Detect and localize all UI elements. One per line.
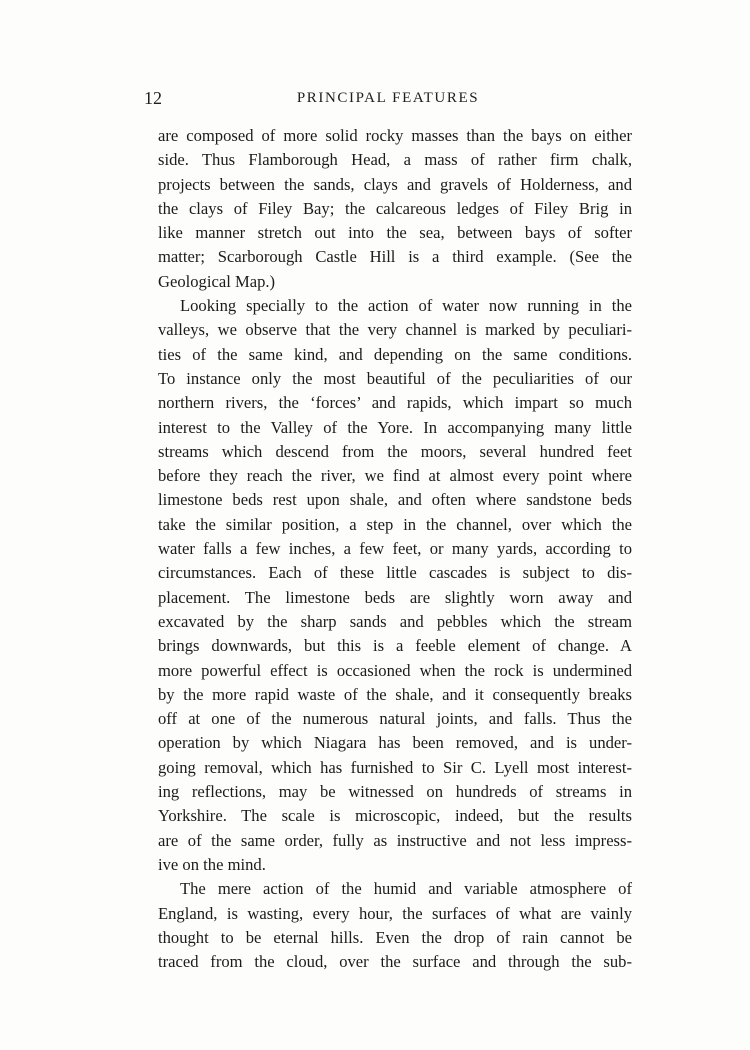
text-line: England, is wasting, every hour, the surfaces of what are vainly bbox=[158, 903, 632, 923]
text-line: limestone beds rest upon shale, and often where sandstone beds bbox=[158, 490, 632, 510]
text-line: operation by which Niagara has been removed, and is under- bbox=[158, 733, 632, 753]
text-line: side. Thus Flamborough Head, a mass of rather firm chalk, bbox=[158, 150, 632, 170]
text-line: Yorkshire. The scale is microscopic, indeed, but the results bbox=[158, 806, 632, 826]
text-line: more powerful effect is occasioned when the rock is undermined bbox=[158, 660, 632, 680]
text-line: take the similar position, a step in the channel, over which the bbox=[158, 514, 632, 534]
text-line: interest to the Valley of the Yore. In accompanying many little bbox=[158, 417, 632, 437]
text-line: valleys, we observe that the very channel is marked by peculiari- bbox=[158, 320, 632, 340]
text-line: are of the same order, fully as instructive and not less impress- bbox=[158, 830, 632, 850]
text-line: traced from the cloud, over the surface and through the sub- bbox=[158, 952, 632, 972]
text-line: matter; Scarborough Castle Hill is a third example. (See the bbox=[158, 247, 632, 267]
running-title: PRINCIPAL FEATURES bbox=[296, 90, 480, 106]
page-number: 12 bbox=[144, 88, 162, 108]
text-line: by the more rapid waste of the shale, and it consequently breaks bbox=[158, 684, 632, 704]
text-line: streams which descend from the moors, several hundred feet bbox=[158, 441, 632, 461]
text-line: off at one of the numerous natural joints, and falls. Thus the bbox=[158, 709, 632, 729]
text-line: are composed of more solid rocky masses than the bays on either bbox=[158, 126, 632, 145]
body-text bbox=[158, 124, 632, 974]
text-line: going removal, which has furnished to Sir C. Lyell most interest- bbox=[158, 757, 632, 777]
text-line: brings downwards, but this is a feeble element of change. A bbox=[158, 636, 632, 656]
text-line: northern rivers, the ‘forces’ and rapids, which impart so much bbox=[158, 393, 632, 413]
text-line: like manner stretch out into the sea, between bays of softer bbox=[158, 223, 632, 243]
text-line: projects between the sands, clays and gravels of Holderness, and bbox=[158, 174, 632, 194]
text-line: the clays of Filey Bay; the calcareous ledges of Filey Brig in bbox=[158, 198, 632, 218]
paragraph-start-line: Looking specially to the action of water now running in the bbox=[180, 296, 632, 316]
text-line: circumstances. Each of these little cascades is subject to dis- bbox=[158, 563, 632, 583]
text-line: ing reflections, may be witnessed on hundreds of streams in bbox=[158, 782, 632, 802]
paragraph-start-line: The mere action of the humid and variable atmosphere of bbox=[180, 879, 632, 899]
text-line: ive on the mind. bbox=[158, 854, 266, 874]
text-line: Geological Map.) bbox=[158, 271, 276, 291]
text-line: ties of the same kind, and depending on the same conditions. bbox=[158, 344, 632, 364]
text-line: before they reach the river, we find at almost every point where bbox=[158, 466, 632, 486]
text-line: placement. The limestone beds are slightly worn away and bbox=[158, 587, 632, 607]
text-line: excavated by the sharp sands and pebbles which the stream bbox=[158, 611, 632, 631]
text-line: To instance only the most beautiful of the peculiarities of our bbox=[158, 368, 632, 388]
text-line: thought to be eternal hills. Even the drop of rain cannot be bbox=[158, 927, 632, 947]
running-head bbox=[144, 86, 632, 110]
text-line: water falls a few inches, a few feet, or many yards, according to bbox=[158, 539, 632, 559]
